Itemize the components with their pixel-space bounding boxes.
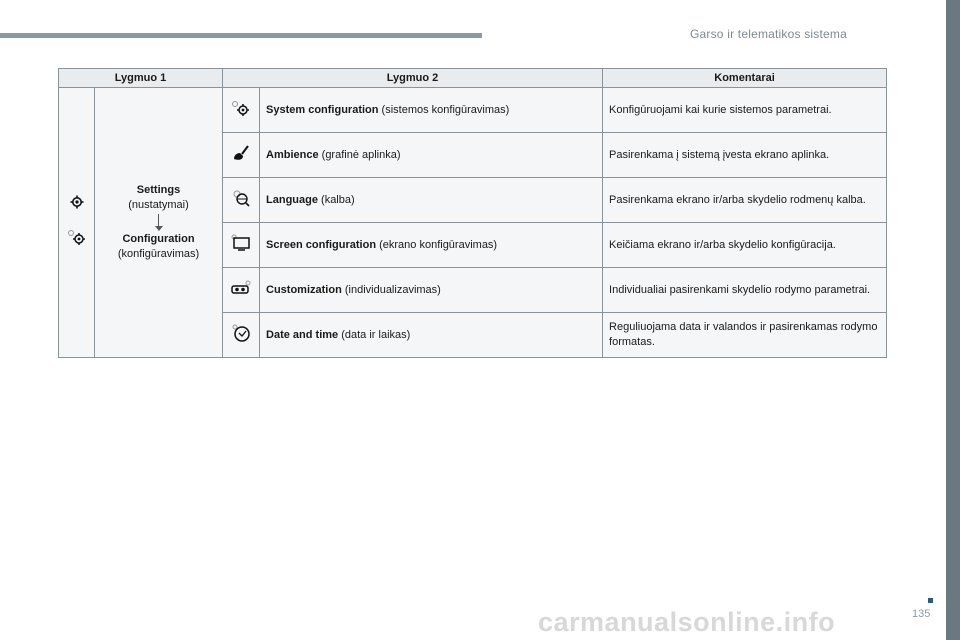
configuration-title: Configuration (122, 233, 195, 245)
dashboard-icon (230, 280, 252, 296)
row-icon (223, 313, 260, 358)
row-comment: Pasirenkama į sistemą įvesta ekrano aplinka. (603, 133, 887, 178)
row-description: Screen configuration (ekrano konfigūravimas) (260, 223, 603, 268)
row-icon (223, 268, 260, 313)
row-comment: Individualiai pasirenkami skydelio rodymo parametrai. (603, 268, 887, 313)
language-icon (231, 189, 251, 207)
settings-subtitle: (nustatymai) (128, 199, 189, 211)
settings-gear-icon (70, 195, 84, 209)
row-comment: Keičiama ekrano ir/arba skydelio konfigūracija. (603, 223, 887, 268)
settings-table (58, 68, 887, 358)
page-marker (928, 598, 933, 603)
row-comment: Pasirenkama ekrano ir/arba skydelio rodmenų kalba. (603, 178, 887, 223)
level1-icons (59, 88, 95, 358)
gears-icon (230, 99, 252, 117)
side-strip (946, 0, 960, 640)
row-description: System configuration (sistemos konfigūravimas) (260, 88, 603, 133)
page-number: 135 (912, 608, 931, 620)
clock-icon (231, 323, 251, 343)
row-description: Date and time (data ir laikas) (260, 313, 603, 358)
configuration-subtitle: (konfigūravimas) (117, 248, 200, 260)
paint-brush-icon (231, 144, 251, 162)
configuration-gears-icon (66, 228, 88, 246)
row-description: Ambience (grafinė aplinka) (260, 133, 603, 178)
row-comment: Konfigūruojami kai kurie sistemos parametrai. (603, 88, 887, 133)
header-level2: Lygmuo 2 (223, 69, 603, 88)
row-icon (223, 133, 260, 178)
row-icon (223, 223, 260, 268)
table-row (59, 88, 887, 133)
watermark: carmanualsonline.info (538, 607, 836, 637)
level1-labels (95, 88, 223, 358)
header-bar (0, 33, 482, 38)
row-icon (223, 178, 260, 223)
settings-title: Settings (136, 184, 181, 196)
down-arrow-icon (101, 214, 216, 231)
table-header-row (59, 69, 887, 88)
header-level1: Lygmuo 1 (59, 69, 223, 88)
monitor-icon (230, 234, 252, 252)
row-icon (223, 88, 260, 133)
header-comment: Komentarai (603, 69, 887, 88)
row-description: Language (kalba) (260, 178, 603, 223)
row-comment: Reguliuojama data ir valandos ir pasirenkamas rodymo formatas. (603, 313, 887, 358)
row-description: Customization (individualizavimas) (260, 268, 603, 313)
page-header-title: Garso ir telematikos sistema (690, 27, 847, 41)
